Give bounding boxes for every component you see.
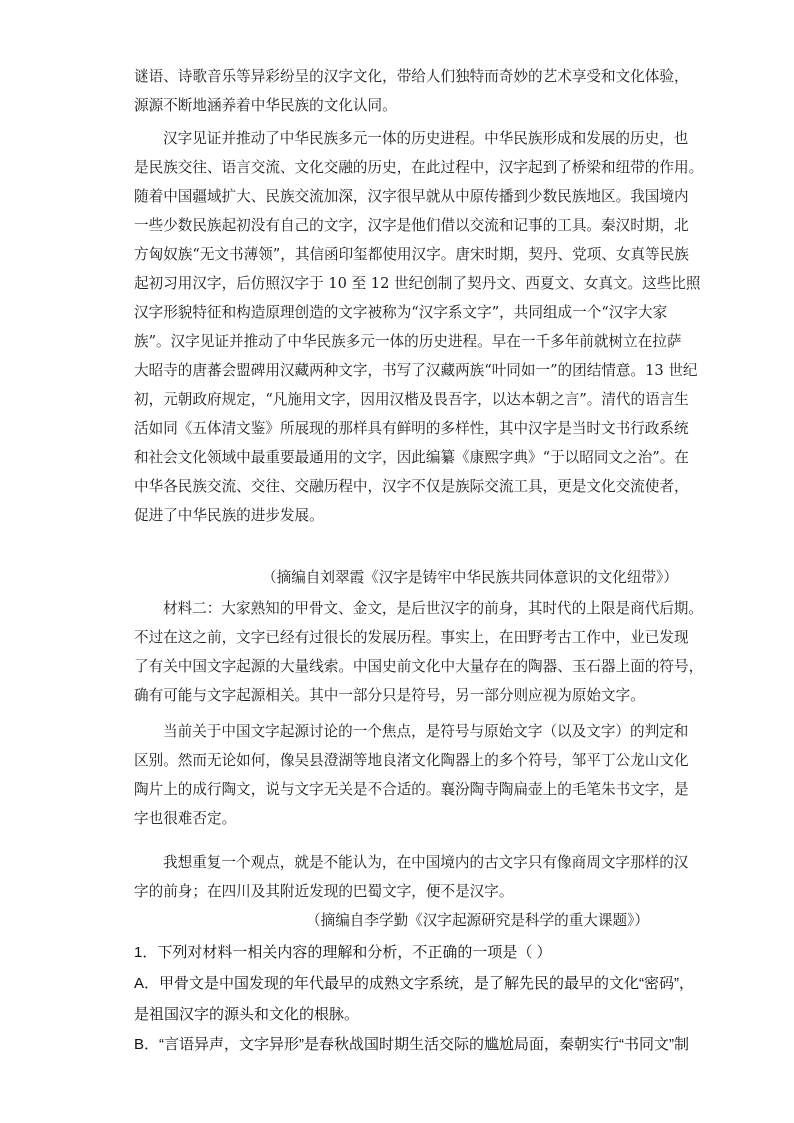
option-a-line: 是祖国汉字的源头和文化的根脉。 — [134, 1006, 360, 1023]
text-line: 材料二：大家熟知的甲骨文、金文，是后世汉字的前身，其时代的上限是商代后期。 — [163, 600, 703, 617]
question-1-stem: 1．下列对材料一相关内容的理解和分析，不正确的一项是（ ） — [134, 944, 552, 961]
text-line: 方匈奴族“无文书薄领”，其信函印玺都使用汉字。唐宋时期，契丹、党项、女真等民族 — [134, 246, 689, 263]
text-line: 源源不断地涵养着中华民族的文化认同。 — [134, 97, 397, 114]
option-b[interactable]: B．“言语异声，文字异形”是春秋战国时期生活交际的尴尬局面，秦朝实行“书同文”制 — [134, 1036, 689, 1053]
text-line: 汉字形貌特征和构造原理创造的文字被称为“汉字系文字”，共同组成一个“汉字大家 — [134, 304, 668, 321]
option-a-line: A．甲骨文是中国发现的年代最早的成熟文字系统，是了解先民的最早的文化“密码”， — [134, 975, 694, 992]
text-line: 促进了中华民族的进步发展。 — [134, 507, 324, 524]
text-line: 和社会文化领域中最重要最通用的文字，因此编纂《康熙字典》“于以昭同文之治”。在 — [134, 449, 689, 466]
text-line: 区别。然而无论如何，像吴县澄湖等地良渚文化陶器上的多个符号，邹平丁公龙山文化 — [134, 752, 689, 769]
option-a[interactable] — [134, 969, 694, 1029]
text-line: 确有可能与文字起源相关。其中一部分只是符号，另一部分则应视为原始文字。 — [134, 687, 645, 704]
text-line: 中华各民族交流、交往、交融历程中，汉字不仅是族际交流工具，更是文化交流使者， — [134, 478, 689, 495]
material2-source-citation: （摘编自李学勤《汉字起源研究是科学的重大课题》） — [306, 912, 649, 929]
text-line: 一些少数民族起初没有自己的文字，汉字是他们借以交流和记事的工具。秦汉时期，北 — [134, 217, 689, 234]
text-line: 字也很难否定。 — [134, 810, 237, 827]
text-line: 谜语、诗歌音乐等异彩纷呈的汉字文化，带给人们独特而奇妙的艺术享受和文化体验， — [134, 68, 689, 85]
material2-paragraph-1 — [134, 594, 704, 710]
material2-paragraph-2 — [134, 717, 689, 833]
text-line: 不过在这之前，文字已经有过很长的发展历程。事实上，在田野考古工作中，业已发现 — [134, 629, 689, 646]
text-line: 族”。汉字见证并推动了中华民族多元一体的历史进程。早在一千多年前就树立在拉萨 — [134, 333, 682, 350]
text-line: 字的前身；在四川及其附近发现的巴蜀文字，便不是汉字。 — [134, 883, 514, 900]
text-line: 随着中国疆域扩大、民族交流加深，汉字很早就从中原传播到少数民族地区。我国境内 — [134, 188, 689, 205]
text-line: 是民族交往、语言交流、文化交融的历史，在此过程中，汉字起到了桥梁和纽带的作用。 — [134, 159, 704, 176]
text-line: 陶片上的成行陶文，说与文字无关是不合适的。襄汾陶寺陶扁壶上的毛笔朱书文字，是 — [134, 781, 689, 798]
text-line: 大昭寺的唐蕃会盟碑用汉藏两种文字，书写了汉藏两族“叶同如一”的团结情意。13 世纪 — [134, 362, 698, 379]
material2-paragraph-3 — [134, 848, 689, 906]
material1-source-citation: （摘编自刘翠霞《汉字是铸牢中华民族共同体意识的文化纽带》） — [262, 569, 678, 586]
text-line: 汉字见证并推动了中华民族多元一体的历史进程。中华民族形成和发展的历史，也 — [163, 130, 689, 147]
text-line: 当前关于中国文字起源讨论的一个焦点，是符号与原始文字（以及文字）的判定和 — [163, 723, 689, 740]
text-line: 起初习用汉字，后仿照汉字于 10 至 12 世纪创制了契丹文、西夏文、女真文。这些比照 — [134, 275, 701, 292]
material1-paragraph-2 — [134, 124, 704, 530]
text-line: 了有关中国文字起源的大量线索。中国史前文化中大量存在的陶器、玉石器上面的符号， — [134, 658, 704, 675]
text-line: 活如同《五体清文鉴》所展现的那样具有鲜明的多样性，其中汉字是当时文书行政系统 — [134, 420, 689, 437]
material1-continued-paragraph — [134, 62, 689, 120]
text-line: 初，元朝政府规定，“凡施用文字，因用汉楷及畏吾字，以达本朝之言”。清代的语言生 — [134, 391, 689, 408]
text-line: 我想重复一个观点，就是不能认为，在中国境内的古文字只有像商周文字那样的汉 — [163, 854, 689, 871]
